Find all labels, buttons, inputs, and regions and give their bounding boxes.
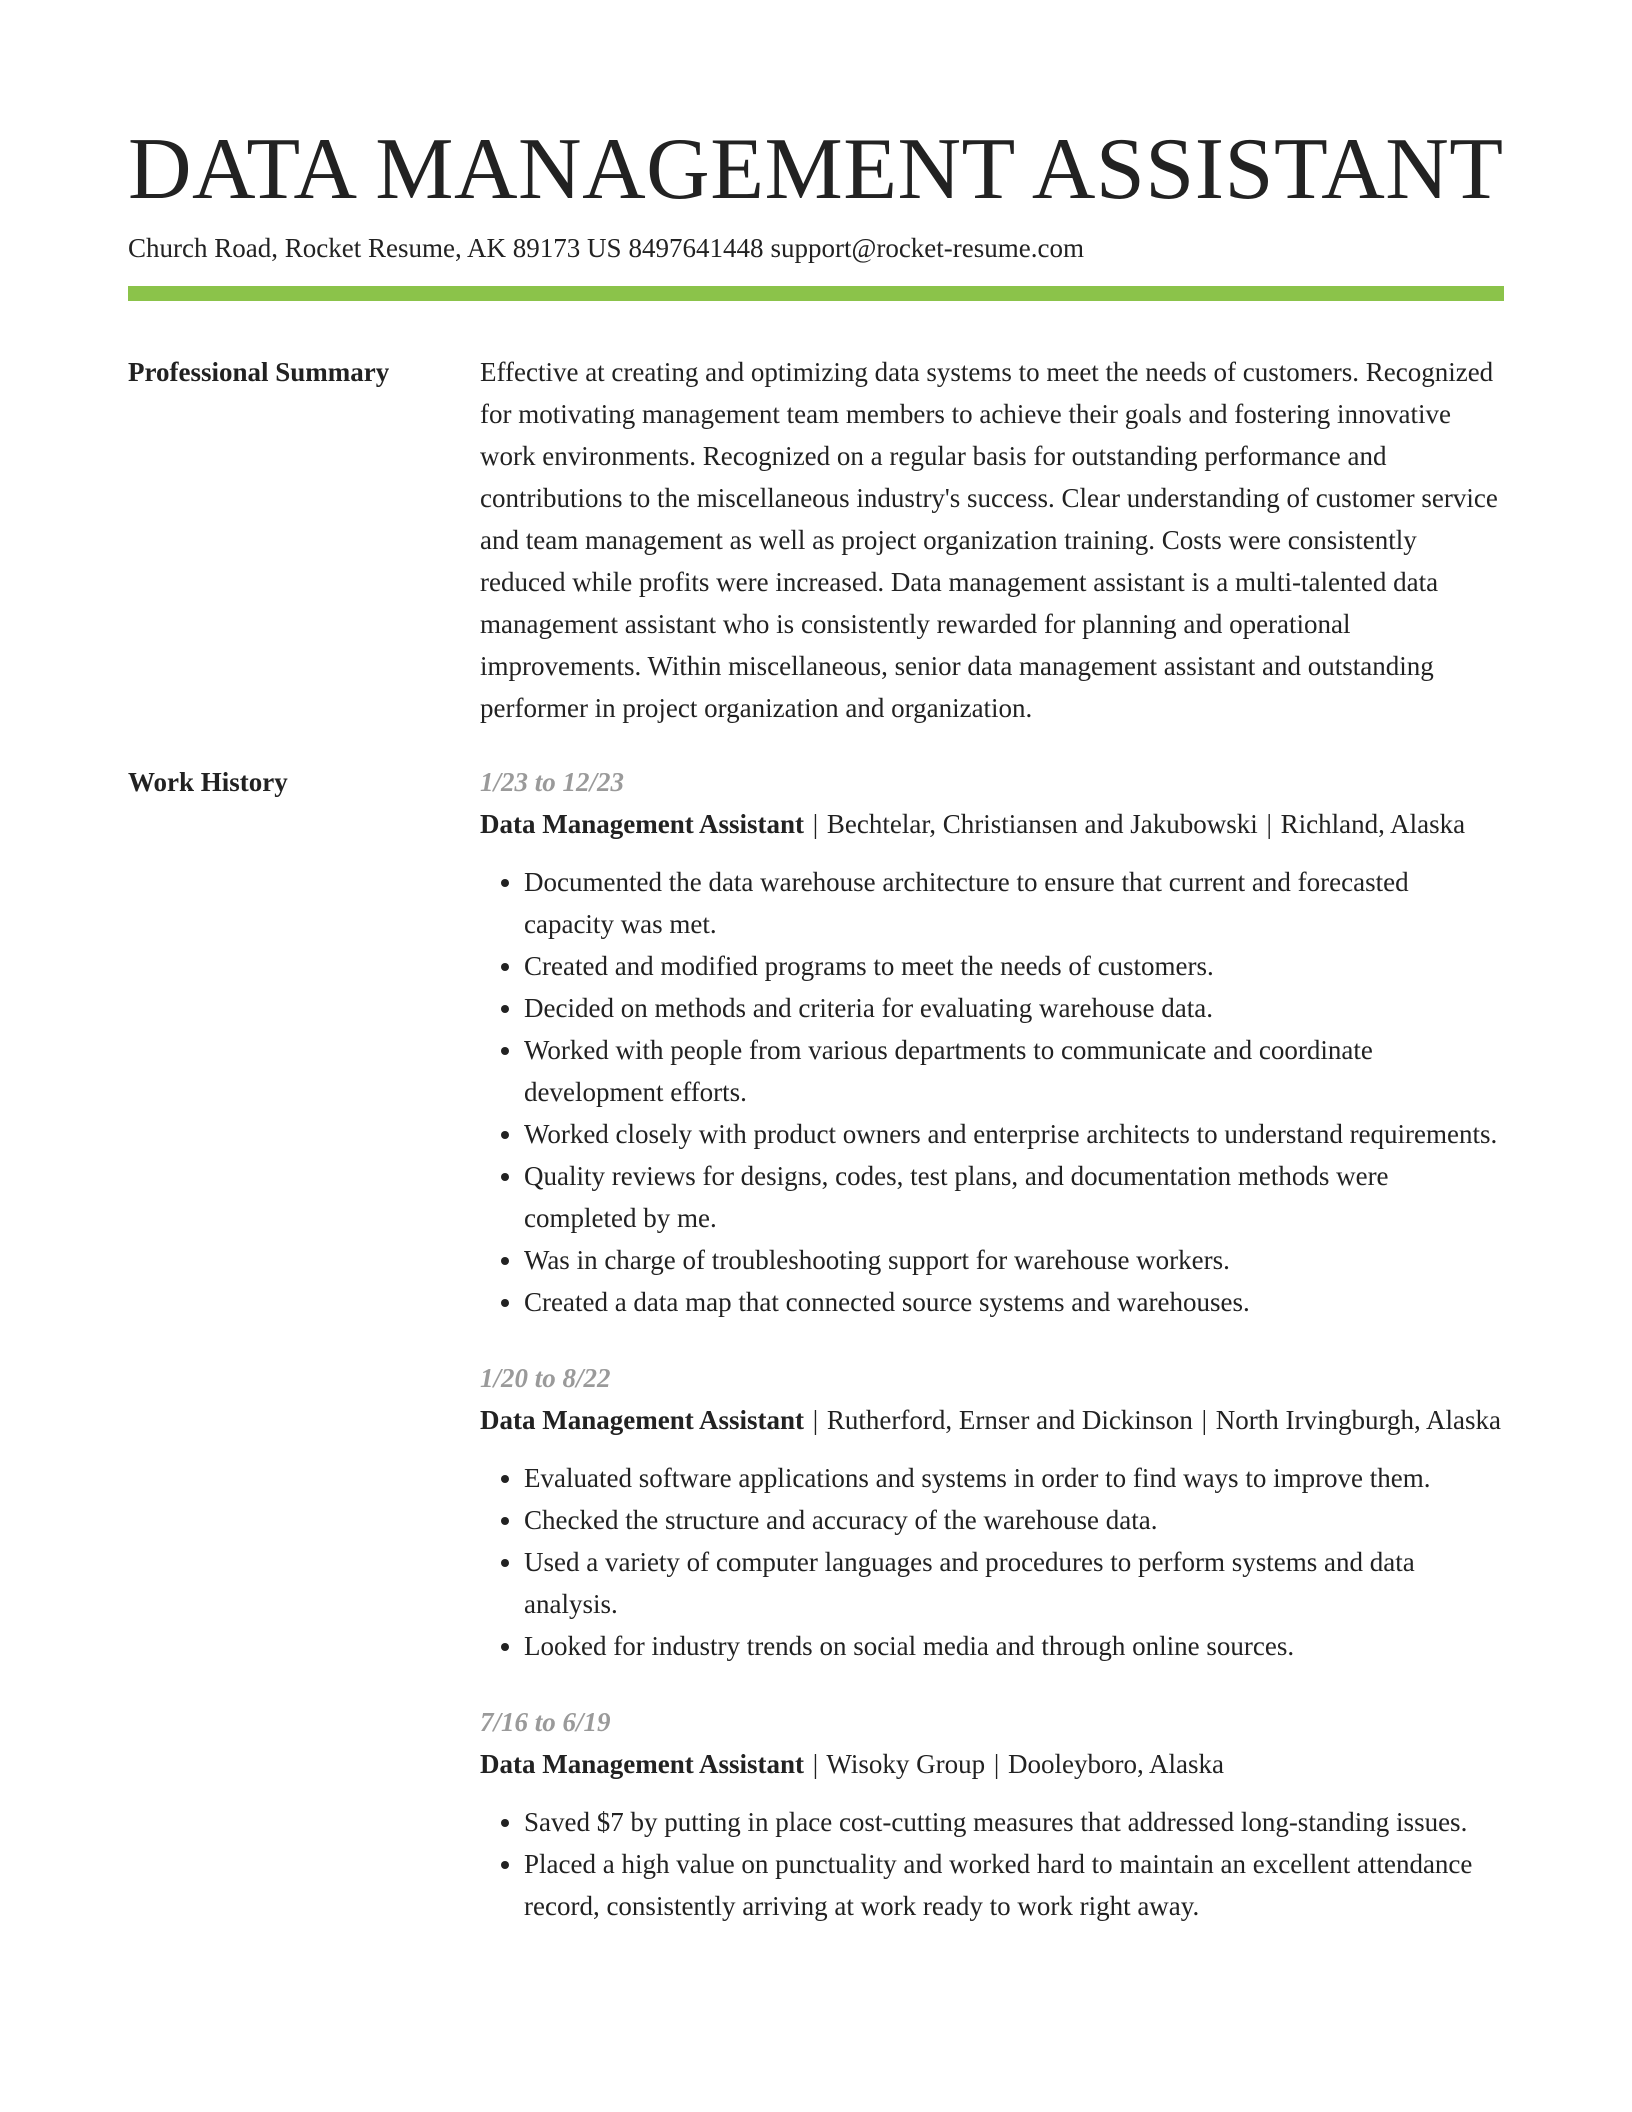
job-separator: | xyxy=(812,1749,819,1779)
job-heading-line xyxy=(480,803,1504,845)
header-divider xyxy=(128,286,1504,301)
job-bullet: • Created and modified programs to meet the needs of customers. xyxy=(524,945,1504,987)
contact-address: Church Road, Rocket Resume, AK 89173 US xyxy=(128,233,622,263)
job-entry xyxy=(480,1701,1504,1927)
summary-text: Effective at creating and optimizing data systems to meet the needs of customers. Recognized for motivating management team members to achieve their goals and fostering innovative work environments. Recognized on a regular basis for outstanding performance and contributions to the miscellaneous industry's success. Clear understanding of customer service and team management as well as project organization training. Costs were consistently reduced while profits were increased. Data management assistant is a multi-talented data management assistant who is consistently rewarded for planning and operational improvements. Within miscellaneous, senior data management assistant and outstanding performer in project organization and organization. xyxy=(480,357,1498,723)
job-bullet: • Worked with people from various departments to communicate and coordinate development efforts. xyxy=(524,1029,1504,1113)
work-history-heading: Work History xyxy=(128,767,288,797)
job-heading-line xyxy=(480,1399,1504,1441)
job-bullet: • Documented the data warehouse architecture to ensure that current and forecasted capacity was met. xyxy=(524,861,1504,945)
job-bullet: • Saved $7 by putting in place cost-cutting measures that addressed long-standing issues. xyxy=(524,1801,1504,1843)
job-bullet: • Checked the structure and accuracy of the warehouse data. xyxy=(524,1499,1504,1541)
job-bullet-list xyxy=(480,1457,1504,1667)
job-entry xyxy=(480,1357,1504,1667)
job-separator: | xyxy=(1266,809,1272,839)
job-location: North Irvingburgh, Alaska xyxy=(1215,1405,1501,1435)
job-bullet-list xyxy=(480,1801,1504,1927)
job-dates: 1/23 to 12/23 xyxy=(480,767,625,797)
job-separator: | xyxy=(1201,1405,1207,1435)
job-bullet: • Quality reviews for designs, codes, test plans, and documentation methods were completed by me. xyxy=(524,1155,1504,1239)
job-location: Richland, Alaska xyxy=(1280,809,1466,839)
job-bullet: • Looked for industry trends on social media and through online sources. xyxy=(524,1625,1504,1667)
job-company: Bechtelar, Christiansen and Jakubowski xyxy=(826,809,1258,839)
job-bullet-list xyxy=(480,861,1504,1323)
job-heading-line xyxy=(480,1743,1504,1785)
work-history-list xyxy=(480,761,1504,1961)
summary-section xyxy=(128,351,1504,729)
job-bullet: • Decided on methods and criteria for evaluating warehouse data. xyxy=(524,987,1504,1029)
job-dates: 1/20 to 8/22 xyxy=(480,1363,611,1393)
job-title: Data Management Assistant xyxy=(480,1405,804,1435)
job-location: Dooleyboro, Alaska xyxy=(1007,1749,1224,1779)
job-company: Wisoky Group xyxy=(826,1749,986,1779)
job-bullet: • Evaluated software applications and systems in order to find ways to improve them. xyxy=(524,1457,1504,1499)
resume-name-heading: DATA MANAGEMENT ASSISTANT xyxy=(128,121,1504,218)
job-separator: | xyxy=(812,809,819,839)
contact-email: support@rocket-resume.com xyxy=(770,233,1084,263)
summary-heading: Professional Summary xyxy=(128,357,390,387)
job-separator: | xyxy=(993,1749,1000,1779)
job-dates: 7/16 to 6/19 xyxy=(480,1707,611,1737)
job-entry xyxy=(480,761,1504,1323)
job-bullet: • Was in charge of troubleshooting support for warehouse workers. xyxy=(524,1239,1504,1281)
work-history-section xyxy=(128,761,1504,1961)
contact-line xyxy=(128,230,1504,266)
contact-phone: 8497641448 xyxy=(628,233,764,263)
job-bullet: • Placed a high value on punctuality and worked hard to maintain an excellent attendance record, consistently arriving at work ready to work right away. xyxy=(524,1843,1504,1927)
job-separator: | xyxy=(812,1405,819,1435)
job-bullet: • Worked closely with product owners and enterprise architects to understand requirements. xyxy=(524,1113,1504,1155)
job-company: Rutherford, Ernser and Dickinson xyxy=(826,1405,1193,1435)
job-title: Data Management Assistant xyxy=(480,1749,804,1779)
job-bullet: • Used a variety of computer languages and procedures to perform systems and data analysis. xyxy=(524,1541,1504,1625)
resume-page xyxy=(128,118,1504,1961)
job-title: Data Management Assistant xyxy=(480,809,804,839)
job-bullet: • Created a data map that connected source systems and warehouses. xyxy=(524,1281,1504,1323)
